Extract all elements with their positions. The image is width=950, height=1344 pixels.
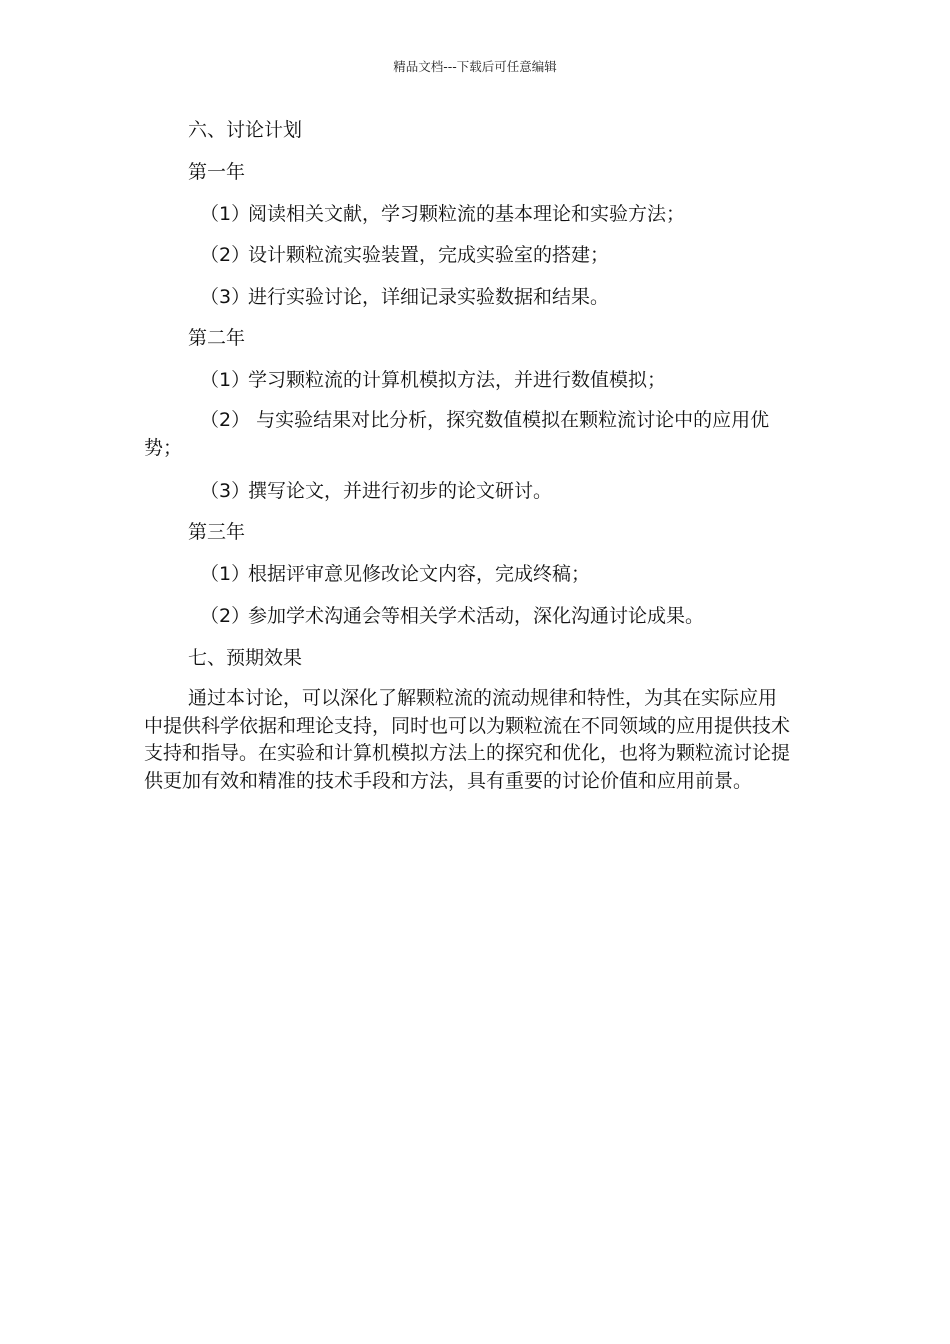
item-number: （1） bbox=[200, 203, 251, 225]
year-1-item-1 bbox=[200, 203, 685, 225]
item-text: 进行实验讨论，详细记录实验数据和结果。 bbox=[248, 286, 610, 308]
item-text: 根据评审意见修改论文内容，完成终稿； bbox=[248, 563, 591, 585]
item-text: 撰写论文，并进行初步的论文研讨。 bbox=[248, 480, 553, 502]
year-3-label: 第三年 bbox=[188, 521, 246, 543]
section-7-paragraph: 通过本讨论，可以深化了解颗粒流的流动规律和特性，为其在实际应用中提供科学依据和理论支持，同时也可以为颗粒流在不同领域的应用提供技术支持和指导。在实验和计算机模拟方法上的探究和优化，也将为颗粒流讨论提供更加有效和精准的技术手段和方法，具有重要的讨论价值和应用前景。 bbox=[144, 687, 791, 792]
year-2-label: 第二年 bbox=[188, 327, 246, 349]
year-1-item-2 bbox=[200, 244, 609, 266]
year-1-item-3 bbox=[200, 286, 609, 308]
year-2-item-3 bbox=[200, 480, 552, 502]
item-text: 学习颗粒流的计算机模拟方法，并进行数值模拟； bbox=[248, 369, 667, 391]
year-1-label: 第一年 bbox=[188, 161, 246, 183]
item-number: （2） bbox=[200, 605, 251, 627]
section-7-heading: 七、预期效果 bbox=[188, 647, 303, 669]
year-3-item-2 bbox=[200, 605, 704, 627]
header-watermark: 精品文档---下载后可任意编辑 bbox=[393, 59, 557, 74]
item-number: （1） bbox=[200, 369, 251, 391]
item-number: （3） bbox=[200, 480, 251, 502]
year-2-item-2 bbox=[144, 407, 794, 462]
section-6-heading: 六、讨论计划 bbox=[188, 119, 303, 141]
item-text: 参加学术沟通会等相关学术活动，深化沟通讨论成果。 bbox=[248, 605, 705, 627]
item-number: （2） bbox=[200, 409, 251, 431]
item-text: 阅读相关文献，学习颗粒流的基本理论和实验方法； bbox=[248, 203, 686, 225]
year-3-item-1 bbox=[200, 563, 590, 585]
item-number: （2） bbox=[200, 244, 251, 266]
item-text: 与实验结果对比分析，探究数值模拟在颗粒流讨论中的应用优势； bbox=[144, 409, 770, 459]
year-2-item-1 bbox=[200, 369, 666, 391]
item-number: （1） bbox=[200, 563, 251, 585]
item-number: （3） bbox=[200, 286, 251, 308]
item-text: 设计颗粒流实验装置，完成实验室的搭建； bbox=[248, 244, 610, 266]
